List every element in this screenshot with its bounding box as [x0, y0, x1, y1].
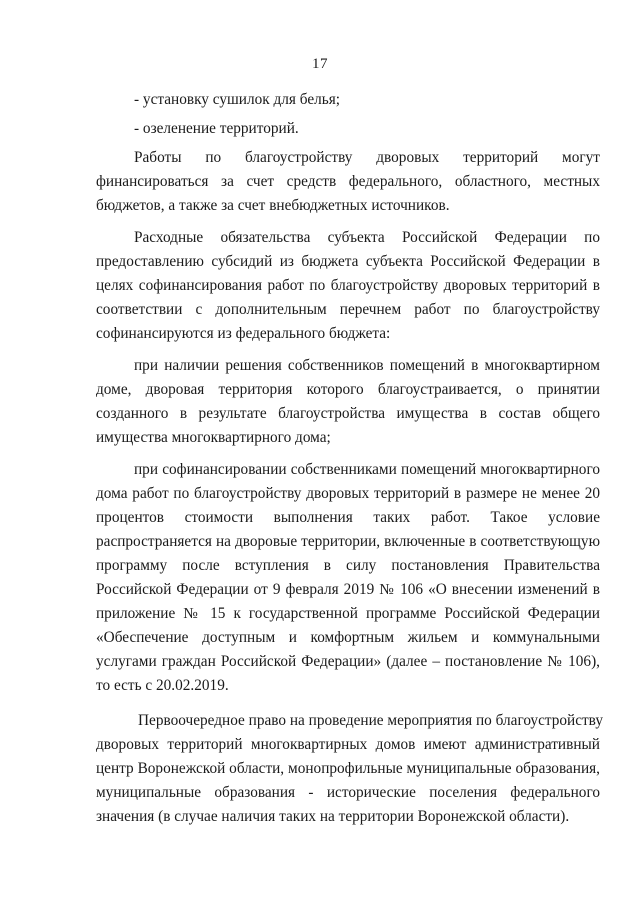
text-line: целях софинансирования работ по благоустройству дворовых территорий в — [96, 277, 600, 294]
text-line: имущества многоквартирного дома; — [96, 429, 331, 446]
text-line: значения (в случае наличия таких на территории Воронежской области). — [96, 808, 570, 825]
text-line: Первоочередное право на проведение мероприятия по благоустройству — [138, 712, 604, 729]
document-body — [96, 88, 604, 829]
text-line: - установку сушилок для белья; — [134, 91, 341, 108]
paragraph — [96, 226, 600, 346]
text-line: финансироваться за счет средств федерального, областного, местных — [96, 173, 600, 190]
text-line: дворовых территорий многоквартирных домов имеют административный — [96, 736, 600, 753]
text-line: Работы по благоустройству дворовых территорий могут — [134, 149, 600, 166]
paragraph — [96, 146, 600, 218]
text-line: центр Воронежской области, монопрофильные муниципальные образования, — [96, 760, 600, 777]
paragraph — [96, 458, 600, 698]
paragraph — [96, 88, 600, 112]
text-line: дома работ по благоустройству дворовых территорий в размере не менее 20 — [96, 485, 600, 502]
text-line: приложение № 15 к государственной программе Российской Федерации — [96, 605, 600, 622]
text-line: при софинансировании собственниками помещений многоквартирного — [134, 461, 600, 478]
text-line: созданного в результате благоустройства имущества в состав общего — [96, 405, 600, 422]
text-line: предоставлению субсидий из бюджета субъекта Российской Федерации в — [96, 253, 600, 270]
text-line: доме, дворовая территория которого благоустраивается, о принятии — [96, 381, 600, 398]
text-line: софинансируются из федерального бюджета: — [96, 325, 391, 342]
text-line: программу после вступления в силу постановления Правительства — [96, 557, 600, 574]
text-line: распространяется на дворовые территории, включенные в соответствующую — [96, 533, 600, 550]
paragraph — [96, 117, 600, 141]
text-line: соответствии с дополнительным перечнем работ по благоустройству — [96, 301, 600, 318]
page-number: 17 — [312, 56, 328, 72]
text-line: муниципальные образования - исторические поселения федерального — [96, 784, 600, 801]
text-line: Российской Федерации от 9 февраля 2019 № 106 «О внесении изменений в — [96, 581, 600, 598]
text-line: услугами граждан Российской Федерации» (далее – постановление № 106), — [96, 653, 600, 670]
text-line: «Обеспечение доступным и комфортным жильем и коммунальными — [96, 629, 600, 646]
text-line: то есть с 20.02.2019. — [96, 677, 229, 694]
paragraph — [96, 354, 600, 450]
text-line: Расходные обязательства субъекта Российской Федерации по — [134, 229, 600, 246]
text-line: - озеленение территорий. — [134, 120, 299, 137]
text-line: процентов стоимости выполнения таких работ. Такое условие — [96, 509, 600, 526]
text-line: при наличии решения собственников помещений в многоквартирном — [134, 357, 600, 374]
paragraph — [96, 709, 604, 829]
text-line: бюджетов, а также за счет внебюджетных источников. — [96, 197, 450, 214]
